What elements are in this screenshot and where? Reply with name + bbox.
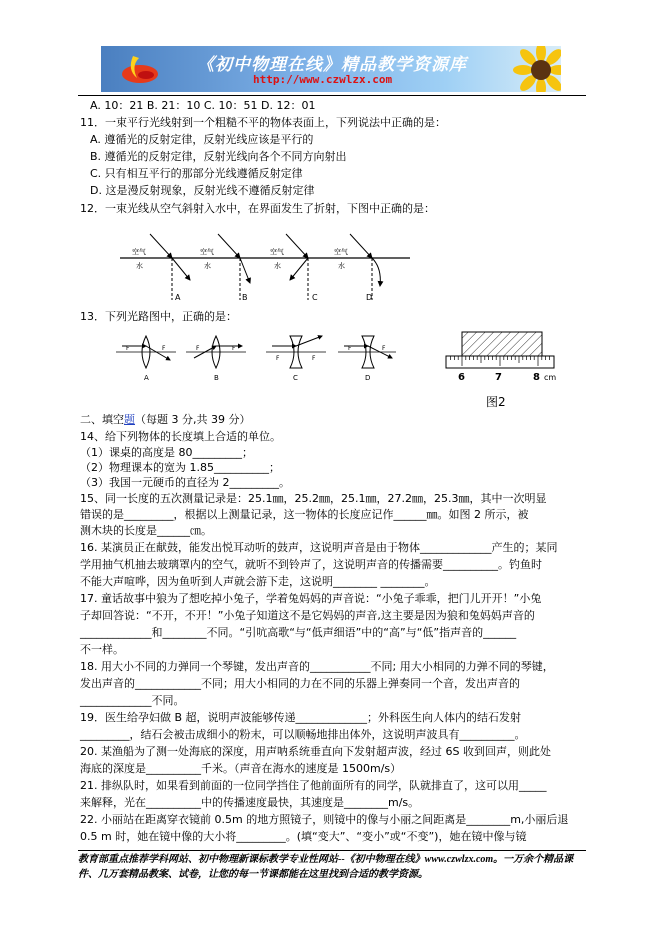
fig13-focus-label: F <box>312 355 316 362</box>
header-divider <box>78 95 586 96</box>
q11-option-a: A. 遵循光的反射定律，反射光线应该是平行的 <box>90 133 314 146</box>
q11-option-b: B. 遵循光的反射定律，反射光线向各个不同方向射出 <box>90 150 347 163</box>
q16-line-2: 学用抽气机抽去玻璃罩内的空气，就听不到铃声了，这说明声音的传播需要__________。钓鱼时 <box>80 558 542 571</box>
fig12-label-b: B <box>242 293 248 302</box>
q16-line-1: 16. 某演员正在献鼓，能发出悦耳动听的鼓声，这说明声音是由于物体_____________产生的；某同 <box>80 541 558 554</box>
q10-options: A. 10：21 B. 21：10 C. 10：51 D. 12：01 <box>90 99 316 112</box>
fig13-focus-label: F <box>382 345 386 352</box>
q18-line-1: 18. 用大小不同的力弹同一个琴键，发出声音的___________不同; 用大小相同的力弹不同的琴键， <box>80 660 554 673</box>
q20-line-1: 20. 某渔船为了测一处海底的深度，用声呐系统垂直向下发射超声波，经过 6S 收到回声，则此处 <box>80 745 551 758</box>
figure2-caption: 图2 <box>486 395 506 409</box>
q18-line-3: _____________不同。 <box>80 694 185 707</box>
fig13-label-b: B <box>214 374 219 382</box>
fig12-label-c: C <box>312 293 318 302</box>
q17-line-4: 不一样。 <box>80 643 124 656</box>
fig12-air-label: 空气 <box>270 248 284 256</box>
q14-item-2: （2）物理课本的宽为 1.85__________； <box>80 461 280 474</box>
fig13-focus-label: F <box>232 345 236 352</box>
fig12-water-label: 水 <box>136 262 143 270</box>
fig13-focus-label: F <box>162 345 166 352</box>
q11-option-d: D. 这是漫反射现象，反射光线不遵循反射定律 <box>90 184 315 197</box>
sunflower-icon <box>511 46 561 92</box>
fig13-focus-label: F <box>348 345 352 352</box>
q15-line-3: 测木块的长度是______㎝。 <box>80 524 212 537</box>
q14-stem: 14、给下列物体的长度填上合适的单位。 <box>80 430 281 443</box>
q19-line-1: 19．医生给孕妇做 B 超，说明声波能够传递_____________；外科医生向人体内的结石发射 <box>80 711 522 724</box>
q12-refraction-figure <box>120 228 410 308</box>
q14-item-1: （1）课桌的高度是 80_________； <box>80 446 253 459</box>
ruler-tick-7: 7 <box>495 372 502 383</box>
ruler-tick-8: 8 <box>533 372 540 383</box>
q12-stem: 12．一束光线从空气斜射入水中，在界面发生了折射，下图中正确的是： <box>80 202 435 215</box>
fig13-label-a: A <box>144 374 149 382</box>
fig13-focus-label: F <box>126 345 130 352</box>
q17-line-2: 子却回答说：“不开，不开！”小兔子知道这不是它妈妈的声音,这主要是因为狼和兔妈妈声音的 <box>80 609 535 622</box>
q21-line-1: 21. 排纵队时，如果看到前面的一位同学挡住了他前面所有的同学，队就排直了，这可以用_____ <box>80 779 547 792</box>
wood-block <box>462 332 542 356</box>
fig13-focus-label: F <box>276 355 280 362</box>
banner-url[interactable]: http://www.czwlzx.com <box>253 73 393 86</box>
q13-lens-figure <box>116 332 396 392</box>
banner-title: 《初中物理在线》精品教学资源库 <box>197 55 467 75</box>
q15-line-1: 15、同一长度的五次测量记录是：25.1㎜，25.2㎜，25.1㎜，27.2㎜，25.3㎜，其中一次明显 <box>80 492 547 505</box>
q17-line-1: 17. 童话故事中狼为了想吃掉小兔子，学着兔妈妈的声音说：“小兔子乖乖，把门儿开开！”小兔 <box>80 592 542 605</box>
q11-option-c: C. 只有相互平行的那部分光线遵循反射定律 <box>90 167 303 180</box>
q11-stem: 11．一束平行光线射到一个粗糙不平的物体表面上，下列说法中正确的是： <box>80 116 446 129</box>
header-banner <box>101 46 561 92</box>
fig13-label-d: D <box>365 374 371 382</box>
q20-line-2: 海底的深度是__________千米。（声音在海水的速度是 1500m/s） <box>80 762 402 775</box>
fig12-label-a: A <box>175 293 181 302</box>
q13-stem: 13．下列光路图中，正确的是： <box>80 310 237 323</box>
q14-item-3: （3）我国一元硬币的直径为 2_________。 <box>80 476 290 489</box>
footer-line-1: 教育部重点推荐学科网站、初中物理新课标教学专业性网站--《初中物理在线》www.czwlzx.com。一万余个精品课 <box>78 854 574 865</box>
q22-line-1: 22. 小丽站在距离穿衣镜前 0.5m 的地方照镜子，则镜中的像与小丽之间距离是________m,小丽后退 <box>80 813 569 826</box>
q16-line-3: 不能大声喧哗，因为鱼听到人声就会游下走，这说明________ ________。 <box>80 575 436 588</box>
footer-divider <box>78 850 586 851</box>
fig12-air-label: 空气 <box>132 248 146 256</box>
fig12-water-label: 水 <box>338 262 345 270</box>
section2-title: 二、填空 <box>80 413 124 426</box>
q22-line-2: 0.5 m 时，她在镜中像的大小将_________。(填“变大”、“变小”或“不变”)，她在镜中像与镜 <box>80 830 527 843</box>
section2-heading <box>80 413 250 427</box>
fig12-water-label: 水 <box>274 262 281 270</box>
q18-line-2: 发出声音的____________不同；用大小相同的力在不同的乐器上弹奏同一个音，发出声音的 <box>80 677 520 690</box>
q21-line-2: 来解释，光在__________中的传播速度最快，其速度是________m/s。 <box>80 796 420 809</box>
fig12-air-label: 空气 <box>334 248 348 256</box>
footer-line-2: 件、几万套精品教案、试卷，让您的每一节课都能在这里找到合适的教学资源。 <box>78 869 428 880</box>
fig13-focus-label: F <box>196 345 200 352</box>
q19-line-2: _________，结石会被击成细小的粉末，可以顺畅地排出体外，这说明声波具有__________。 <box>80 728 526 741</box>
site-logo-icon <box>119 52 161 86</box>
fig13-label-c: C <box>293 374 298 382</box>
fig12-water-label: 水 <box>204 262 211 270</box>
q17-line-3: _____________和________不同。“引吭高歌“与“低声细语”中的“高”与“低”指声音的______ <box>80 626 517 639</box>
section2-link[interactable]: 题 <box>124 413 135 426</box>
section2-points: （每题 3 分,共 39 分） <box>135 413 251 426</box>
fig12-air-label: 空气 <box>200 248 214 256</box>
q15-line-2: 错误的是_________，根据以上测量记录，这一物体的长度应记作______㎜。如图 2 所示，被 <box>80 508 529 521</box>
ruler-unit: cm <box>544 373 557 382</box>
ruler-tick-6: 6 <box>458 372 465 383</box>
fig12-label-d: D <box>366 293 373 302</box>
